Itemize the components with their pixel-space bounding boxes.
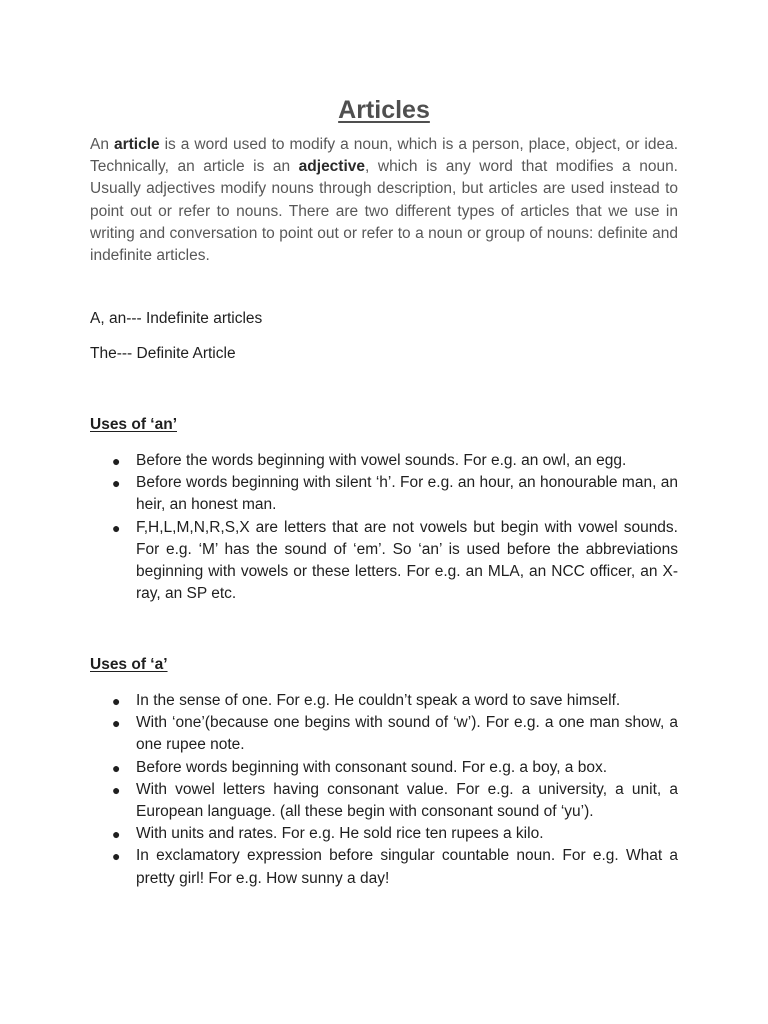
list-item-text: F,H,L,M,N,R,S,X are letters that are not vowels but begin with vowel sounds. For e.g. ‘M’ has the sound of ‘em’. So ‘an’ is used before the abbreviations beginning with vowels or these letters. For e.g. an MLA, an NCC officer, an X-ray, an SP etc. <box>136 518 678 603</box>
list-item <box>108 472 678 516</box>
page-title: Articles <box>338 96 430 124</box>
bullet-icon: ● <box>112 848 121 865</box>
uses-of-a-heading: Uses of ‘a’ <box>90 656 168 673</box>
list-item <box>108 779 678 823</box>
list-item <box>108 757 678 779</box>
list-item-text: In the sense of one. For e.g. He couldn’t speak a word to save himself. <box>136 692 621 709</box>
uses-of-a-list <box>108 690 678 890</box>
list-item-text: With units and rates. For e.g. He sold rice ten rupees a kilo. <box>136 825 544 843</box>
list-item <box>108 845 678 889</box>
uses-of-an-list <box>108 450 678 605</box>
intro-text-3: , which is any word that modifies a noun. Usually adjectives modify nouns through description, but articles are used instead to point out or refer to nouns. There are two different types of articles that we use in writing and conversation to point out or refer to a noun or group of nouns: definite and indefinite articles. <box>90 158 678 265</box>
list-item <box>108 450 678 472</box>
definite-article-line: The--- Definite Article <box>90 345 236 362</box>
list-item-text: Before the words beginning with vowel sounds. For e.g. an owl, an egg. <box>136 452 627 469</box>
bullet-icon: ● <box>112 693 121 709</box>
list-item-text: Before words beginning with consonant sound. For e.g. a boy, a box. <box>136 758 608 776</box>
intro-text-2: is a word used to modify a noun, which is a person, place, object, or idea. Technically, an article is an <box>90 136 678 176</box>
intro-paragraph <box>90 134 678 267</box>
intro-bold-article: article <box>113 136 160 153</box>
indefinite-articles-line: A, an--- Indefinite articles <box>90 310 263 327</box>
list-item <box>108 712 678 756</box>
list-item <box>108 517 678 606</box>
uses-of-an-heading: Uses of ‘an’ <box>90 416 177 433</box>
list-item-text: With ‘one’(because one begins with sound of ‘w’). For e.g. a one man show, a one rupee note. <box>136 714 678 754</box>
list-item-text: Before words beginning with silent ‘h’. For e.g. an hour, an honourable man, an heir, an honest man. <box>136 474 678 514</box>
bullet-icon: ● <box>112 759 121 776</box>
bullet-icon: ● <box>112 715 121 732</box>
list-item <box>108 690 678 712</box>
bullet-icon: ● <box>112 519 121 536</box>
intro-bold-adjective: adjective <box>298 158 366 176</box>
bullet-icon: ● <box>112 826 121 843</box>
list-item-text: In exclamatory expression before singular countable noun. For e.g. What a pretty girl! For e.g. How sunny a day! <box>136 847 678 887</box>
bullet-icon: ● <box>112 453 121 469</box>
list-item <box>108 823 678 845</box>
bullet-icon: ● <box>112 781 121 798</box>
bullet-icon: ● <box>112 475 121 492</box>
list-item-text: With vowel letters having consonant value. For e.g. a university, a unit, a European language. (all these begin with consonant sound of ‘yu’). <box>136 780 678 821</box>
intro-text-1: An <box>90 136 114 153</box>
